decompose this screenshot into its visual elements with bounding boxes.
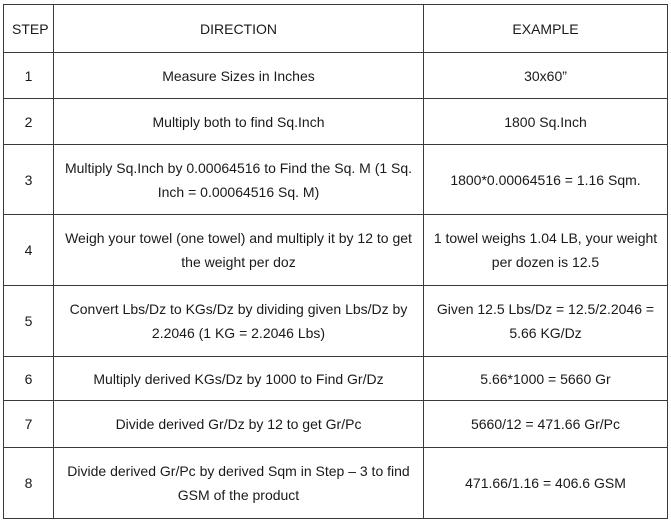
direction-cell: Multiply Sq.Inch by 0.00064516 to Find the Sq. M (1 Sq. Inch = 0.00064516 Sq. M): [54, 145, 424, 215]
example-cell: 1800 Sq.Inch: [424, 99, 668, 145]
example-cell: 5.66*1000 = 5660 Gr: [424, 357, 668, 401]
table-header-row: [4, 5, 668, 53]
direction-cell: Weigh your towel (one towel) and multiply it by 12 to get the weight per doz: [54, 215, 424, 286]
example-cell: 1 towel weighs 1.04 LB, your weight per dozen is 12.5: [424, 215, 668, 286]
direction-cell: Multiply derived KGs/Dz by 1000 to Find Gr/Dz: [54, 357, 424, 401]
step-number: 4: [4, 215, 54, 286]
step-number: 3: [4, 145, 54, 215]
direction-cell: Multiply both to find Sq.Inch: [54, 99, 424, 145]
direction-cell: Divide derived Gr/Dz by 12 to get Gr/Pc: [54, 401, 424, 448]
table-row: [4, 99, 668, 145]
step-number: 5: [4, 286, 54, 357]
header-example: EXAMPLE: [424, 5, 668, 53]
table-row: [4, 215, 668, 286]
example-cell: 471.66/1.16 = 406.6 GSM: [424, 448, 668, 519]
example-cell: Given 12.5 Lbs/Dz = 12.5/2.2046 = 5.66 KG/Dz: [424, 286, 668, 357]
example-cell: 30x60”: [424, 53, 668, 99]
header-step: STEP: [4, 5, 54, 53]
example-cell: 1800*0.00064516 = 1.16 Sqm.: [424, 145, 668, 215]
table-row: [4, 357, 668, 401]
step-number: 6: [4, 357, 54, 401]
direction-cell: Measure Sizes in Inches: [54, 53, 424, 99]
step-number: 7: [4, 401, 54, 448]
table-row: [4, 145, 668, 215]
table-row: [4, 448, 668, 519]
gsm-calculation-table: [3, 4, 668, 519]
table-row: [4, 53, 668, 99]
step-number: 1: [4, 53, 54, 99]
header-direction: DIRECTION: [54, 5, 424, 53]
direction-cell: Convert Lbs/Dz to KGs/Dz by dividing given Lbs/Dz by 2.2046 (1 KG = 2.2046 Lbs): [54, 286, 424, 357]
table-row: [4, 401, 668, 448]
table-row: [4, 286, 668, 357]
step-number: 8: [4, 448, 54, 519]
example-cell: 5660/12 = 471.66 Gr/Pc: [424, 401, 668, 448]
step-number: 2: [4, 99, 54, 145]
direction-cell: Divide derived Gr/Pc by derived Sqm in Step – 3 to find GSM of the product: [54, 448, 424, 519]
